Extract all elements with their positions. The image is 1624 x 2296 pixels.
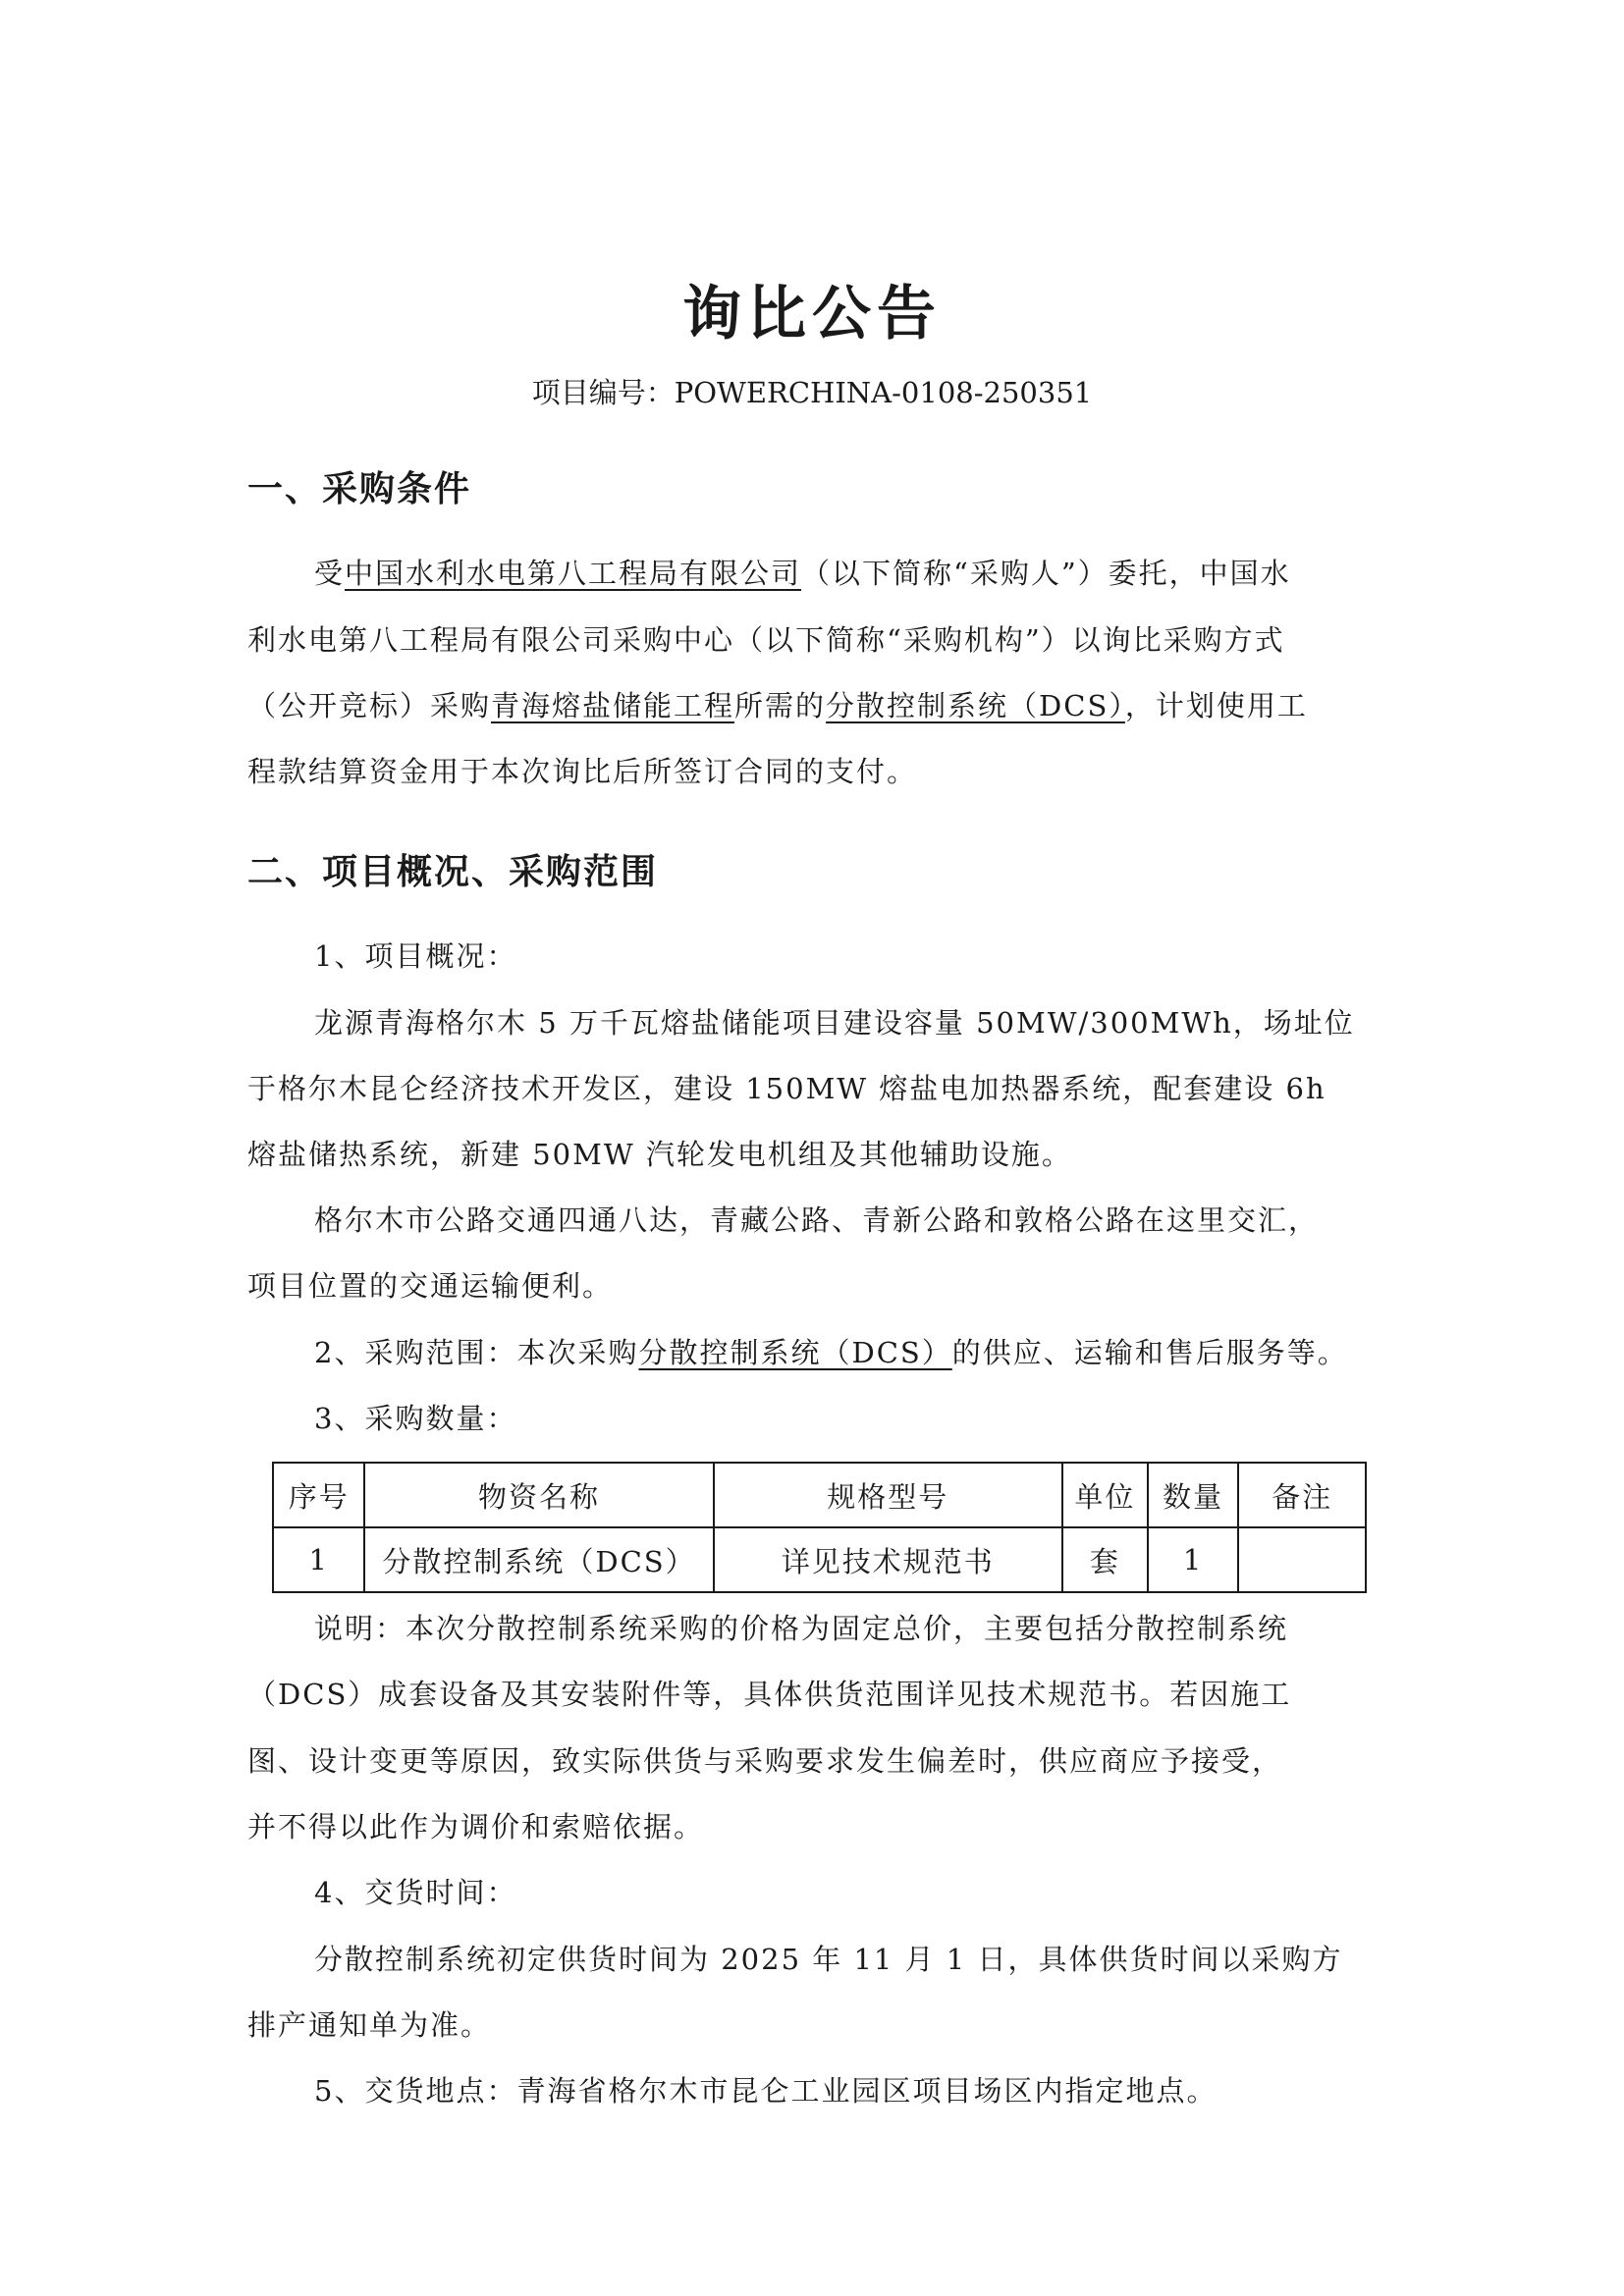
paragraph-line: 并不得以此作为调价和索赔依据。 [247, 1810, 705, 1843]
paragraph-line: 排产通知单为准。 [247, 2008, 492, 2042]
table-header-cell: 数量 [1148, 1463, 1238, 1527]
procurement-table [272, 1462, 1367, 1593]
table-header-cell: 备注 [1238, 1463, 1366, 1527]
scope-line [314, 1331, 1377, 1371]
paragraph-line: 格尔木市公路交通四通八达，青藏公路、青新公路和敦格公路在这里交汇， [314, 1203, 1320, 1237]
delivery-place-line: 5、交货地点：青海省格尔木市昆仑工业园区项目场区内指定地点。 [314, 2074, 1218, 2108]
paragraph-line: 说明：本次分散控制系统采购的价格为固定总价，主要包括分散控制系统 [314, 1612, 1289, 1645]
paragraph-line: 分散控制系统初定供货时间为 2025 年 11 月 1 日，具体供货时间以采购方 [314, 1943, 1343, 1976]
table-cell: 1 [1148, 1527, 1238, 1592]
paragraph-line: （DCS）成套设备及其安装附件等，具体供货范围详见技术规范书。若因施工 [247, 1678, 1292, 1711]
table-row [273, 1527, 1366, 1592]
table-cell: 详见技术规范书 [714, 1527, 1062, 1592]
paragraph-line [314, 552, 1377, 592]
text-span: 2、采购范围：本次采购 [314, 1336, 639, 1369]
project-name: 青海熔盐储能工程 [491, 689, 735, 722]
table-header-cell: 物资名称 [364, 1463, 713, 1527]
table-cell [1238, 1527, 1366, 1592]
table-cell: 套 [1062, 1527, 1148, 1592]
paragraph-line: 图、设计变更等原因，致实际供货与采购要求发生偏差时，供应商应予接受， [247, 1744, 1283, 1778]
table-cell: 分散控制系统（DCS） [364, 1527, 713, 1592]
section-1-heading: 一、采购条件 [247, 469, 472, 509]
text-span: 的供应、运输和售后服务等。 [951, 1336, 1348, 1369]
paragraph-line: 程款结算资金用于本次询比后所签订合同的支付。 [247, 755, 918, 788]
overview-label: 1、项目概况： [314, 939, 517, 973]
delivery-time-label: 4、交货时间： [314, 1876, 517, 1909]
paragraph-line: 利水电第八工程局有限公司采购中心（以下简称“采购机构”）以询比采购方式 [247, 623, 1285, 657]
page-title: 询比公告 [682, 280, 942, 348]
text-span: （以下简称“采购人”）委托，中国水 [801, 557, 1291, 590]
table-header-cell: 序号 [273, 1463, 364, 1527]
table-header-row [273, 1463, 1366, 1527]
table-cell: 1 [273, 1527, 364, 1592]
quantity-label: 3、采购数量： [314, 1402, 517, 1435]
text-span: 所需的 [734, 689, 827, 722]
goods-name: 分散控制系统（DCS） [826, 689, 1125, 722]
project-number: 项目编号：POWERCHINA-0108-250351 [531, 376, 1093, 409]
section-2-heading: 二、项目概况、采购范围 [247, 852, 659, 892]
paragraph-line [247, 684, 1377, 724]
text-span: ，计划使用工 [1124, 689, 1308, 722]
paragraph-line: 于格尔木昆仑经济技术开发区，建设 150MW 熔盐电加热器系统，配套建设 6h [247, 1072, 1326, 1105]
text-span: （公开竞标）采购 [247, 689, 492, 722]
paragraph-line: 项目位置的交通运输便利。 [247, 1269, 614, 1303]
purchaser-name: 中国水利水电第八工程局有限公司 [345, 557, 802, 590]
text-span: 受 [314, 557, 346, 590]
scope-goods: 分散控制系统（DCS） [638, 1336, 952, 1369]
table-header-cell: 单位 [1062, 1463, 1148, 1527]
paragraph-line: 龙源青海格尔木 5 万千瓦熔盐储能项目建设容量 50MW/300MWh，场址位 [314, 1006, 1355, 1040]
paragraph-line: 熔盐储热系统，新建 50MW 汽轮发电机组及其他辅助设施。 [247, 1138, 1072, 1171]
table-header-cell: 规格型号 [714, 1463, 1062, 1527]
